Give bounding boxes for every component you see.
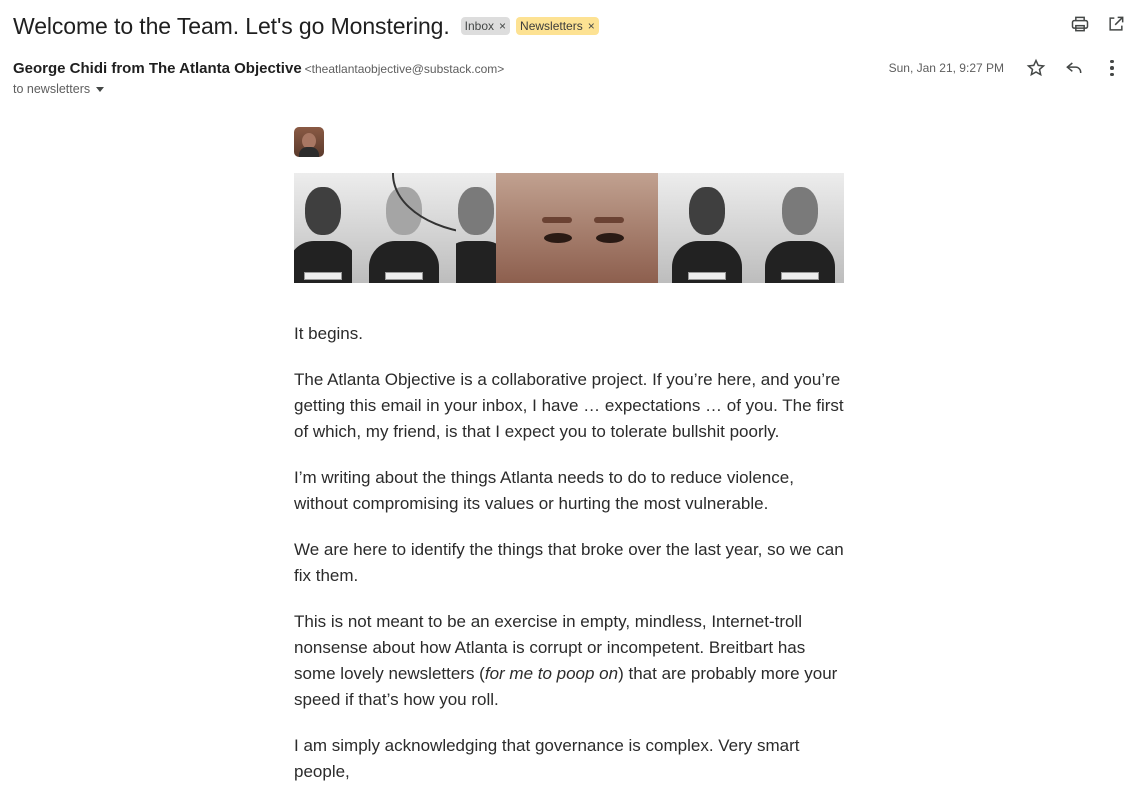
recipient-text: to newsletters	[13, 82, 91, 96]
remove-label-icon[interactable]: ×	[587, 19, 595, 33]
author-avatar[interactable]	[294, 127, 324, 157]
paragraph: We are here to identify the things that broke over the last year, so we can fix them.	[294, 540, 844, 585]
label-text: Inbox	[464, 19, 495, 33]
label-chip-inbox[interactable]	[461, 17, 510, 35]
email-text	[294, 321, 844, 785]
message-meta	[889, 58, 1122, 78]
remove-label-icon[interactable]: ×	[499, 19, 507, 33]
subject-row	[13, 10, 1136, 42]
mugshot-image	[294, 173, 352, 283]
recipient-row[interactable]	[13, 82, 104, 96]
top-actions	[1070, 14, 1126, 34]
paragraph	[294, 609, 844, 713]
text-run: This is not meant to be an exercise in empty, mindless, Internet-troll nonsense about how Atlanta is corrupt or incompetent. Breitbart has some lovely newsletters (	[294, 612, 806, 683]
label-chip-newsletters[interactable]	[516, 17, 599, 35]
mugshot-image	[756, 173, 844, 283]
printer-icon[interactable]	[1070, 14, 1090, 34]
paragraph: The Atlanta Objective is a collaborative project. If you’re here, and you’re getting this email in your inbox, I have … expectations … of you. The first of which, my friend, is that I expect you to tolerate bullshit poorly.	[294, 370, 844, 441]
chevron-down-icon[interactable]	[96, 87, 104, 92]
paragraph: I’m writing about the things Atlanta needs to do to reduce violence, without compromising its values or hurting the most vulnerable.	[294, 468, 794, 513]
open-in-new-window-icon[interactable]	[1106, 14, 1126, 34]
mugshot-image	[352, 173, 456, 283]
label-text: Newsletters	[520, 19, 583, 33]
reply-icon[interactable]	[1064, 58, 1084, 78]
more-vertical-icon[interactable]	[1102, 58, 1122, 78]
text-run: ) that are probably more your speed if that’s how you roll.	[294, 664, 838, 709]
emphasis-text: for me to poop on	[484, 664, 619, 683]
paragraph: I am simply acknowledging that governance is complex. Very smart people,	[294, 736, 800, 781]
mugshot-image	[456, 173, 496, 283]
header-banner-image	[294, 173, 844, 283]
sender-email: <theatlantaobjective@substack.com>	[304, 62, 505, 76]
paragraph: It begins.	[294, 324, 363, 343]
sender-name[interactable]: George Chidi from The Atlanta Objective	[13, 60, 302, 77]
face-closeup-image	[496, 173, 658, 283]
star-icon[interactable]	[1026, 58, 1046, 78]
message-date: Sun, Jan 21, 9:27 PM	[888, 61, 1004, 75]
email-subject: Welcome to the Team. Let's go Monstering.	[13, 12, 450, 39]
mugshot-image	[658, 173, 756, 283]
email-body	[294, 127, 844, 805]
